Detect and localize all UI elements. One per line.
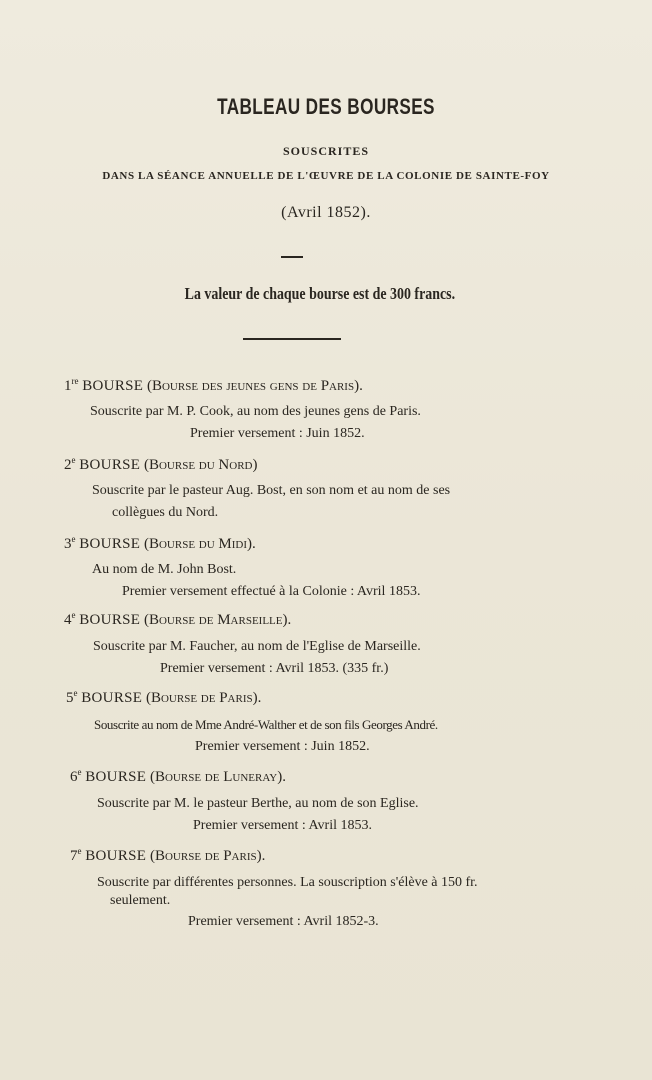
entry-line: Souscrite au nom de Mme André-Walther et de son fils Georges André. [94, 717, 438, 732]
entry-line: Premier versement : Juin 1852. [190, 426, 365, 441]
entry-heading [64, 610, 291, 629]
entry-word: BOURSE [82, 378, 144, 394]
entry-line: Premier versement : Avril 1852-3. [188, 914, 379, 929]
entry-heading [66, 688, 261, 707]
entry-heading [70, 846, 265, 865]
entry-line: Premier versement : Avril 1853. (335 fr.) [160, 661, 389, 676]
entry-line: Souscrite par M. P. Cook, au nom des jeunes gens de Paris. [90, 404, 421, 419]
short-rule [281, 256, 303, 258]
entry-word: BOURSE [85, 848, 147, 864]
entry-word: BOURSE [79, 536, 141, 552]
entry-bourse-name: (Bourse des jeunes gens de Paris). [146, 378, 363, 394]
entry-line: collègues du Nord. [112, 505, 219, 520]
subtitle-seance: DANS LA SÉANCE ANNUELLE DE L'ŒUVRE DE LA COLONIE DE SAINTE-FOY [102, 170, 550, 182]
entry-heading [64, 455, 258, 474]
date-line: (Avril 1852). [281, 204, 371, 221]
entry-line: seulement. [110, 893, 171, 908]
entry-line: Souscrite par M. Faucher, au nom de l'Eglise de Marseille. [93, 639, 421, 654]
entry-number: 1re [64, 376, 79, 394]
entry-line: Souscrite par M. le pasteur Berthe, au nom de son Eglise. [97, 796, 419, 811]
page-title: TABLEAU DES BOURSES [217, 94, 435, 119]
entry-number: 6e [70, 767, 82, 785]
long-rule [243, 338, 341, 340]
subtitle: SOUSCRITES [282, 144, 370, 158]
entry-number: 3e [64, 534, 76, 552]
entry-bourse-name: (Bourse du Nord) [143, 457, 258, 473]
entry-line: Au nom de M. John Bost. [92, 562, 237, 577]
entry-line: Souscrite par le pasteur Aug. Bost, en son nom et au nom de ses [92, 483, 451, 498]
entry-number: 2e [64, 455, 76, 473]
entry-heading [64, 534, 256, 553]
entry-bourse-name: (Bourse de Marseille). [143, 612, 292, 628]
value-note: La valeur de chaque bourse est de 300 francs. [184, 284, 456, 303]
entry-heading [64, 376, 363, 395]
entry-number: 4e [64, 610, 76, 628]
entry-line: Souscrite par différentes personnes. La souscription s'élève à 150 fr. [97, 875, 478, 890]
entry-bourse-name: (Bourse de Luneray). [149, 769, 286, 785]
entry-line: Premier versement effectué à la Colonie : Avril 1853. [122, 584, 421, 599]
entry-number: 7e [70, 846, 82, 864]
entry-word: BOURSE [79, 612, 141, 628]
entry-word: BOURSE [79, 457, 141, 473]
entry-word: BOURSE [85, 769, 147, 785]
entry-line: Premier versement : Juin 1852. [195, 739, 370, 754]
entry-number: 5e [66, 688, 78, 706]
entry-bourse-name: (Bourse de Paris). [149, 848, 266, 864]
entry-bourse-name: (Bourse de Paris). [145, 690, 262, 706]
entry-bourse-name: (Bourse du Midi). [143, 536, 256, 552]
entry-heading [70, 767, 286, 786]
entry-word: BOURSE [81, 690, 143, 706]
entry-line: Premier versement : Avril 1853. [193, 818, 372, 833]
